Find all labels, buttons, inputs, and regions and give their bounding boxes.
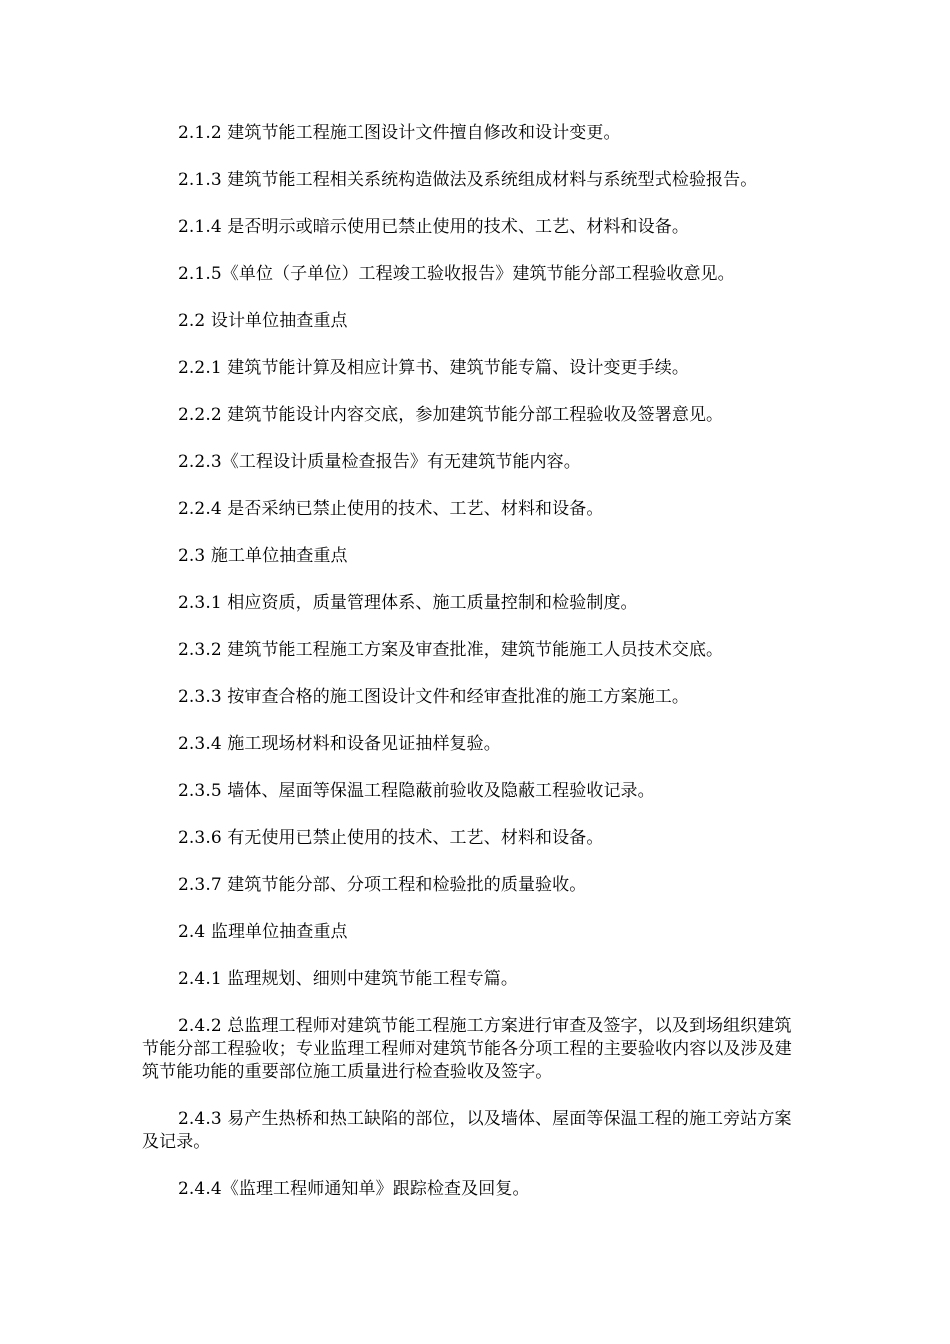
paragraph-2-3-3: 2.3.3 按审查合格的施工图设计文件和经审查批准的施工方案施工。 <box>178 687 689 707</box>
paragraph-2-3-1: 2.3.1 相应资质，质量管理体系、施工质量控制和检验制度。 <box>178 593 638 613</box>
paragraph-2-4-4: 2.4.4《监理工程师通知单》跟踪检查及回复。 <box>178 1179 530 1199</box>
paragraph-2-2-3: 2.2.3《工程设计质量检查报告》有无建筑节能内容。 <box>178 452 581 472</box>
paragraph-2-1-2: 2.1.2 建筑节能工程施工图设计文件擅自修改和设计变更。 <box>178 123 621 143</box>
paragraph-2-4-2: 2.4.2 总监理工程师对建筑节能工程施工方案进行审查及签字，以及到场组织建筑节能分部工程验收；专业监理工程师对建筑节能各分项工程的主要验收内容以及涉及建筑节能功能的重要部位施工质量进行检查验收及签字。 <box>142 1016 792 1082</box>
section-heading-2-3: 2.3 施工单位抽查重点 <box>178 546 348 566</box>
paragraph-2-4-1: 2.4.1 监理规划、细则中建筑节能工程专篇。 <box>178 969 518 989</box>
paragraph-2-1-3: 2.1.3 建筑节能工程相关系统构造做法及系统组成材料与系统型式检验报告。 <box>178 170 758 190</box>
paragraph-2-4-3: 2.4.3 易产生热桥和热工缺陷的部位，以及墙体、屋面等保温工程的施工旁站方案及记录。 <box>142 1109 792 1152</box>
paragraph-2-3-4: 2.3.4 施工现场材料和设备见证抽样复验。 <box>178 734 501 754</box>
section-heading-2-2: 2.2 设计单位抽查重点 <box>178 311 348 331</box>
paragraph-2-1-5: 2.1.5《单位（子单位）工程竣工验收报告》建筑节能分部工程验收意见。 <box>178 264 735 284</box>
paragraph-2-2-1: 2.2.1 建筑节能计算及相应计算书、建筑节能专篇、设计变更手续。 <box>178 358 689 378</box>
paragraph-2-3-2: 2.3.2 建筑节能工程施工方案及审查批准，建筑节能施工人员技术交底。 <box>178 640 724 660</box>
section-heading-2-4: 2.4 监理单位抽查重点 <box>178 922 348 942</box>
paragraph-2-3-7: 2.3.7 建筑节能分部、分项工程和检验批的质量验收。 <box>178 875 587 895</box>
paragraph-2-2-4: 2.2.4 是否采纳已禁止使用的技术、工艺、材料和设备。 <box>178 499 604 519</box>
paragraph-2-2-2: 2.2.2 建筑节能设计内容交底，参加建筑节能分部工程验收及签署意见。 <box>178 405 724 425</box>
paragraph-2-1-4: 2.1.4 是否明示或暗示使用已禁止使用的技术、工艺、材料和设备。 <box>178 217 689 237</box>
paragraph-2-3-5: 2.3.5 墙体、屋面等保温工程隐蔽前验收及隐蔽工程验收记录。 <box>178 781 655 801</box>
document-body <box>142 122 808 1201</box>
paragraph-2-3-6: 2.3.6 有无使用已禁止使用的技术、工艺、材料和设备。 <box>178 828 604 848</box>
